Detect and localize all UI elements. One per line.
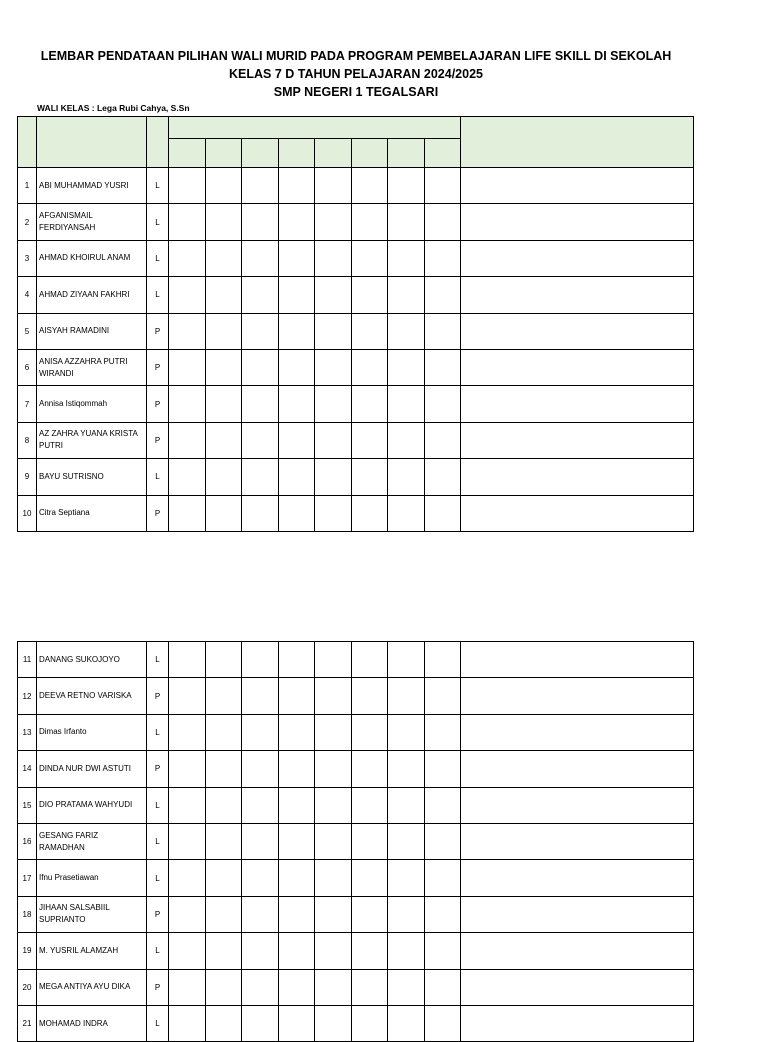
student-number: 10 bbox=[18, 495, 37, 531]
notes-cell[interactable] bbox=[461, 459, 694, 495]
student-number: 4 bbox=[18, 277, 37, 313]
student-name: DINDA NUR DWI ASTUTI bbox=[37, 751, 147, 787]
choice-cell[interactable] bbox=[388, 204, 425, 240]
student-name: ABI MUHAMMAD YUSRI bbox=[37, 168, 147, 204]
choice-cell[interactable] bbox=[352, 823, 388, 859]
choice-cell[interactable] bbox=[425, 969, 461, 1005]
student-number: 19 bbox=[18, 933, 37, 969]
student-gender: P bbox=[147, 896, 169, 932]
choice-cell[interactable] bbox=[169, 860, 206, 896]
choice-cell[interactable] bbox=[388, 933, 425, 969]
table-row bbox=[18, 349, 694, 385]
table-row bbox=[18, 277, 694, 313]
choice-cell[interactable] bbox=[352, 277, 388, 313]
choice-cell[interactable] bbox=[206, 860, 242, 896]
choice-cell[interactable] bbox=[242, 349, 279, 385]
choice-cell[interactable] bbox=[352, 386, 388, 422]
document-header bbox=[0, 47, 712, 101]
choice-cell[interactable] bbox=[242, 969, 279, 1005]
student-name: DEEVA RETNO VARISKA bbox=[37, 678, 147, 714]
choice-cell[interactable] bbox=[279, 495, 315, 531]
student-gender: P bbox=[147, 751, 169, 787]
choice-cell[interactable] bbox=[242, 386, 279, 422]
student-name: MEGA ANTIYA AYU DIKA bbox=[37, 969, 147, 1005]
choice-cell[interactable] bbox=[279, 823, 315, 859]
student-gender: P bbox=[147, 969, 169, 1005]
title-line-2: KELAS 7 D TAHUN PELAJARAN 2024/2025 bbox=[228, 67, 483, 81]
choice-cell[interactable] bbox=[169, 277, 206, 313]
choice-cell[interactable] bbox=[279, 313, 315, 349]
student-name: Annisa Istiqommah bbox=[37, 386, 147, 422]
student-name: M. YUSRIL ALAMZAH bbox=[37, 933, 147, 969]
choice-cell[interactable] bbox=[388, 495, 425, 531]
choice-cell[interactable] bbox=[279, 422, 315, 458]
choice-cell[interactable] bbox=[388, 896, 425, 932]
choice-cell[interactable] bbox=[279, 896, 315, 932]
choice-cell[interactable] bbox=[352, 495, 388, 531]
choice-cell[interactable] bbox=[279, 277, 315, 313]
choice-cell[interactable] bbox=[169, 678, 206, 714]
choice-cell[interactable] bbox=[315, 860, 352, 896]
student-gender: L bbox=[147, 204, 169, 240]
student-number: 8 bbox=[18, 422, 37, 458]
choice-cell[interactable] bbox=[425, 933, 461, 969]
choice-cell[interactable] bbox=[352, 787, 388, 823]
header-choice-cell bbox=[169, 139, 206, 168]
choice-cell[interactable] bbox=[279, 204, 315, 240]
choice-cell[interactable] bbox=[315, 642, 352, 678]
student-name: Dimas Irfanto bbox=[37, 714, 147, 750]
student-gender: L bbox=[147, 168, 169, 204]
choice-cell[interactable] bbox=[242, 277, 279, 313]
choice-cell[interactable] bbox=[352, 860, 388, 896]
choice-cell[interactable] bbox=[169, 896, 206, 932]
choice-cell[interactable] bbox=[242, 933, 279, 969]
header-cell-notes bbox=[461, 117, 694, 168]
student-gender: P bbox=[147, 678, 169, 714]
choice-cell[interactable] bbox=[169, 168, 206, 204]
notes-cell[interactable] bbox=[461, 787, 694, 823]
student-name: AHMAD ZIYAAN FAKHRI bbox=[37, 277, 147, 313]
choice-cell[interactable] bbox=[352, 240, 388, 276]
student-number: 9 bbox=[18, 459, 37, 495]
choice-cell[interactable] bbox=[425, 823, 461, 859]
choice-cell[interactable] bbox=[169, 386, 206, 422]
table-row bbox=[18, 896, 694, 932]
choice-cell[interactable] bbox=[206, 495, 242, 531]
student-number: 13 bbox=[18, 714, 37, 750]
student-name: ANISA AZZAHRA PUTRI WIRANDI bbox=[37, 349, 147, 385]
choice-cell[interactable] bbox=[279, 168, 315, 204]
choice-cell[interactable] bbox=[206, 969, 242, 1005]
choice-cell[interactable] bbox=[169, 714, 206, 750]
choice-cell[interactable] bbox=[388, 240, 425, 276]
student-gender: P bbox=[147, 422, 169, 458]
choice-cell[interactable] bbox=[315, 422, 352, 458]
header-choice-cell bbox=[279, 139, 315, 168]
choice-cell[interactable] bbox=[242, 495, 279, 531]
choice-cell[interactable] bbox=[388, 386, 425, 422]
notes-cell[interactable] bbox=[461, 642, 694, 678]
notes-cell[interactable] bbox=[461, 933, 694, 969]
table-row bbox=[18, 168, 694, 204]
choice-cell[interactable] bbox=[242, 787, 279, 823]
student-name: AHMAD KHOIRUL ANAM bbox=[37, 240, 147, 276]
choice-cell[interactable] bbox=[315, 969, 352, 1005]
choice-cell[interactable] bbox=[315, 495, 352, 531]
student-number: 2 bbox=[18, 204, 37, 240]
choice-cell[interactable] bbox=[206, 642, 242, 678]
choice-cell[interactable] bbox=[388, 349, 425, 385]
notes-cell[interactable] bbox=[461, 277, 694, 313]
choice-cell[interactable] bbox=[425, 204, 461, 240]
choice-cell[interactable] bbox=[425, 313, 461, 349]
table-row bbox=[18, 386, 694, 422]
choice-cell[interactable] bbox=[425, 459, 461, 495]
choice-cell[interactable] bbox=[315, 240, 352, 276]
student-number: 16 bbox=[18, 823, 37, 859]
header-choice-cell bbox=[206, 139, 242, 168]
student-name: Citra Septiana bbox=[37, 495, 147, 531]
notes-cell[interactable] bbox=[461, 714, 694, 750]
student-table-page-2 bbox=[17, 641, 694, 1042]
choice-cell[interactable] bbox=[169, 495, 206, 531]
student-gender: P bbox=[147, 386, 169, 422]
student-number: 6 bbox=[18, 349, 37, 385]
choice-cell[interactable] bbox=[425, 277, 461, 313]
notes-cell[interactable] bbox=[461, 678, 694, 714]
table-row bbox=[18, 422, 694, 458]
choice-cell[interactable] bbox=[279, 787, 315, 823]
choice-cell[interactable] bbox=[279, 349, 315, 385]
student-gender: L bbox=[147, 277, 169, 313]
table-row bbox=[18, 204, 694, 240]
choice-cell[interactable] bbox=[242, 313, 279, 349]
student-gender: P bbox=[147, 313, 169, 349]
notes-cell[interactable] bbox=[461, 386, 694, 422]
choice-cell[interactable] bbox=[169, 422, 206, 458]
student-gender: L bbox=[147, 1005, 169, 1041]
student-gender: L bbox=[147, 459, 169, 495]
choice-cell[interactable] bbox=[169, 969, 206, 1005]
student-table-page-1 bbox=[17, 116, 694, 532]
choice-cell[interactable] bbox=[425, 714, 461, 750]
choice-cell[interactable] bbox=[242, 678, 279, 714]
choice-cell[interactable] bbox=[279, 642, 315, 678]
choice-cell[interactable] bbox=[206, 787, 242, 823]
table-body-page-2 bbox=[18, 642, 694, 1042]
title-line-1: LEMBAR PENDATAAN PILIHAN WALI MURID PADA PROGRAM PEMBELAJARAN LIFE SKILL DI SEKOLAH bbox=[40, 49, 672, 63]
choice-cell[interactable] bbox=[425, 422, 461, 458]
choice-cell[interactable] bbox=[206, 277, 242, 313]
header-choice-cell bbox=[425, 139, 461, 168]
choice-cell[interactable] bbox=[425, 678, 461, 714]
choice-cell[interactable] bbox=[169, 933, 206, 969]
choice-cell[interactable] bbox=[206, 714, 242, 750]
choice-cell[interactable] bbox=[242, 240, 279, 276]
student-gender: L bbox=[147, 787, 169, 823]
table-row bbox=[18, 459, 694, 495]
notes-cell[interactable] bbox=[461, 422, 694, 458]
header-choice-cell bbox=[242, 139, 279, 168]
table-row bbox=[18, 860, 694, 896]
student-gender: P bbox=[147, 349, 169, 385]
choice-cell[interactable] bbox=[425, 787, 461, 823]
notes-cell[interactable] bbox=[461, 896, 694, 932]
notes-cell[interactable] bbox=[461, 823, 694, 859]
choice-cell[interactable] bbox=[206, 678, 242, 714]
choice-cell[interactable] bbox=[388, 313, 425, 349]
table-row bbox=[18, 240, 694, 276]
student-number: 18 bbox=[18, 896, 37, 932]
choice-cell[interactable] bbox=[242, 642, 279, 678]
choice-cell[interactable] bbox=[388, 459, 425, 495]
choice-cell[interactable] bbox=[242, 896, 279, 932]
choice-cell[interactable] bbox=[352, 933, 388, 969]
choice-cell[interactable] bbox=[315, 459, 352, 495]
choice-cell[interactable] bbox=[206, 459, 242, 495]
notes-cell[interactable] bbox=[461, 495, 694, 531]
student-gender: L bbox=[147, 240, 169, 276]
student-number: 17 bbox=[18, 860, 37, 896]
choice-cell[interactable] bbox=[206, 422, 242, 458]
student-name: DIO PRATAMA WAHYUDI bbox=[37, 787, 147, 823]
choice-cell[interactable] bbox=[388, 642, 425, 678]
student-number: 14 bbox=[18, 751, 37, 787]
choice-cell[interactable] bbox=[206, 896, 242, 932]
choice-cell[interactable] bbox=[425, 896, 461, 932]
notes-cell[interactable] bbox=[461, 204, 694, 240]
choice-cell[interactable] bbox=[315, 751, 352, 787]
student-gender: L bbox=[147, 933, 169, 969]
choice-cell[interactable] bbox=[425, 860, 461, 896]
table-row bbox=[18, 823, 694, 859]
table-row bbox=[18, 642, 694, 678]
choice-cell[interactable] bbox=[315, 714, 352, 750]
table-row bbox=[18, 751, 694, 787]
choice-cell[interactable] bbox=[388, 168, 425, 204]
choice-cell[interactable] bbox=[352, 642, 388, 678]
choice-cell[interactable] bbox=[169, 349, 206, 385]
choice-cell[interactable] bbox=[315, 386, 352, 422]
student-gender: L bbox=[147, 860, 169, 896]
choice-cell[interactable] bbox=[206, 751, 242, 787]
table-row bbox=[18, 313, 694, 349]
choice-cell[interactable] bbox=[425, 642, 461, 678]
student-number: 20 bbox=[18, 969, 37, 1005]
student-name: BAYU SUTRISNO bbox=[37, 459, 147, 495]
choice-cell[interactable] bbox=[169, 751, 206, 787]
student-gender: L bbox=[147, 823, 169, 859]
student-number: 7 bbox=[18, 386, 37, 422]
choice-cell[interactable] bbox=[425, 386, 461, 422]
choice-cell[interactable] bbox=[388, 714, 425, 750]
notes-cell[interactable] bbox=[461, 860, 694, 896]
choice-cell[interactable] bbox=[352, 313, 388, 349]
table-row bbox=[18, 678, 694, 714]
choice-cell[interactable] bbox=[315, 823, 352, 859]
title-line-3: SMP NEGERI 1 TEGALSARI bbox=[273, 85, 439, 99]
header-cell-no bbox=[18, 117, 37, 168]
choice-cell[interactable] bbox=[279, 714, 315, 750]
student-number: 5 bbox=[18, 313, 37, 349]
choice-cell[interactable] bbox=[169, 823, 206, 859]
choice-cell[interactable] bbox=[315, 896, 352, 932]
notes-cell[interactable] bbox=[461, 751, 694, 787]
choice-cell[interactable] bbox=[242, 751, 279, 787]
choice-cell[interactable] bbox=[279, 933, 315, 969]
choice-cell[interactable] bbox=[352, 678, 388, 714]
choice-cell[interactable] bbox=[352, 751, 388, 787]
student-name: AFGANISMAIL FERDIYANSAH bbox=[37, 204, 147, 240]
choice-cell[interactable] bbox=[206, 823, 242, 859]
student-name: DANANG SUKOJOYO bbox=[37, 642, 147, 678]
choice-cell[interactable] bbox=[425, 168, 461, 204]
student-name: AISYAH RAMADINI bbox=[37, 313, 147, 349]
choice-cell[interactable] bbox=[388, 678, 425, 714]
student-number: 15 bbox=[18, 787, 37, 823]
choice-cell[interactable] bbox=[388, 751, 425, 787]
choice-cell[interactable] bbox=[279, 860, 315, 896]
choice-cell[interactable] bbox=[242, 168, 279, 204]
choice-cell[interactable] bbox=[279, 386, 315, 422]
choice-cell[interactable] bbox=[315, 678, 352, 714]
choice-cell[interactable] bbox=[315, 168, 352, 204]
header-row-top bbox=[18, 117, 694, 139]
wali-kelas-label: WALI KELAS : Lega Rubi Cahya, S.Sn bbox=[37, 103, 190, 113]
choice-cell[interactable] bbox=[279, 678, 315, 714]
choice-cell[interactable] bbox=[352, 168, 388, 204]
choice-cell[interactable] bbox=[352, 349, 388, 385]
student-name: AZ ZAHRA YUANA KRISTA PUTRI bbox=[37, 422, 147, 458]
notes-cell[interactable] bbox=[461, 969, 694, 1005]
choice-cell[interactable] bbox=[315, 204, 352, 240]
choice-cell[interactable] bbox=[425, 751, 461, 787]
choice-cell[interactable] bbox=[352, 459, 388, 495]
choice-cell[interactable] bbox=[169, 313, 206, 349]
choice-cell[interactable] bbox=[279, 459, 315, 495]
choice-cell[interactable] bbox=[352, 896, 388, 932]
choice-cell[interactable] bbox=[206, 168, 242, 204]
choice-cell[interactable] bbox=[388, 969, 425, 1005]
choice-cell[interactable] bbox=[279, 240, 315, 276]
student-name: MOHAMAD INDRA bbox=[37, 1005, 147, 1041]
choice-cell[interactable] bbox=[352, 969, 388, 1005]
choice-cell[interactable] bbox=[242, 204, 279, 240]
choice-cell[interactable] bbox=[206, 386, 242, 422]
choice-cell[interactable] bbox=[206, 313, 242, 349]
choice-cell[interactable] bbox=[315, 787, 352, 823]
choice-cell[interactable] bbox=[352, 714, 388, 750]
choice-cell[interactable] bbox=[242, 823, 279, 859]
choice-cell[interactable] bbox=[169, 787, 206, 823]
table-row bbox=[18, 933, 694, 969]
choice-cell[interactable] bbox=[388, 422, 425, 458]
choice-cell[interactable] bbox=[315, 277, 352, 313]
choice-cell[interactable] bbox=[315, 933, 352, 969]
notes-cell[interactable] bbox=[461, 313, 694, 349]
choice-cell[interactable] bbox=[169, 459, 206, 495]
student-gender: L bbox=[147, 642, 169, 678]
student-name: GESANG FARIZ RAMADHAN bbox=[37, 823, 147, 859]
choice-cell[interactable] bbox=[352, 204, 388, 240]
student-number: 21 bbox=[18, 1005, 37, 1041]
choice-cell[interactable] bbox=[425, 495, 461, 531]
student-number: 3 bbox=[18, 240, 37, 276]
choice-cell[interactable] bbox=[169, 204, 206, 240]
choice-cell[interactable] bbox=[242, 714, 279, 750]
student-number: 11 bbox=[18, 642, 37, 678]
choice-cell[interactable] bbox=[206, 933, 242, 969]
choice-cell[interactable] bbox=[169, 240, 206, 276]
choice-cell[interactable] bbox=[242, 459, 279, 495]
header-choice-cell bbox=[315, 139, 352, 168]
choice-cell[interactable] bbox=[206, 204, 242, 240]
choice-cell[interactable] bbox=[206, 240, 242, 276]
choice-cell[interactable] bbox=[388, 823, 425, 859]
student-number: 1 bbox=[18, 168, 37, 204]
header-cell-gender bbox=[147, 117, 169, 168]
choice-cell[interactable] bbox=[352, 422, 388, 458]
notes-cell[interactable] bbox=[461, 168, 694, 204]
student-number: 12 bbox=[18, 678, 37, 714]
table-row bbox=[18, 495, 694, 531]
header-choice-cell bbox=[352, 139, 388, 168]
student-name: Ifnu Prasetiawan bbox=[37, 860, 147, 896]
choice-cell[interactable] bbox=[388, 787, 425, 823]
choice-cell[interactable] bbox=[315, 349, 352, 385]
header-cell-name bbox=[37, 117, 147, 168]
table-row bbox=[18, 714, 694, 750]
student-gender: P bbox=[147, 495, 169, 531]
choice-cell[interactable] bbox=[388, 860, 425, 896]
student-name: JIHAAN SALSABIIL SUPRIANTO bbox=[37, 896, 147, 932]
header-choice-cell bbox=[388, 139, 425, 168]
notes-cell[interactable] bbox=[461, 240, 694, 276]
choice-cell[interactable] bbox=[242, 860, 279, 896]
choice-cell[interactable] bbox=[279, 751, 315, 787]
notes-cell[interactable] bbox=[461, 349, 694, 385]
choice-cell[interactable] bbox=[315, 313, 352, 349]
choice-cell[interactable] bbox=[169, 642, 206, 678]
choice-cell[interactable] bbox=[425, 349, 461, 385]
table-row bbox=[18, 969, 694, 1005]
choice-cell[interactable] bbox=[242, 422, 279, 458]
table-body-page-1 bbox=[18, 117, 694, 532]
choice-cell[interactable] bbox=[425, 240, 461, 276]
table-row bbox=[18, 787, 694, 823]
choice-cell[interactable] bbox=[388, 277, 425, 313]
student-gender: L bbox=[147, 714, 169, 750]
header-cell-choices-group bbox=[169, 117, 461, 139]
choice-cell[interactable] bbox=[279, 969, 315, 1005]
choice-cell[interactable] bbox=[206, 349, 242, 385]
